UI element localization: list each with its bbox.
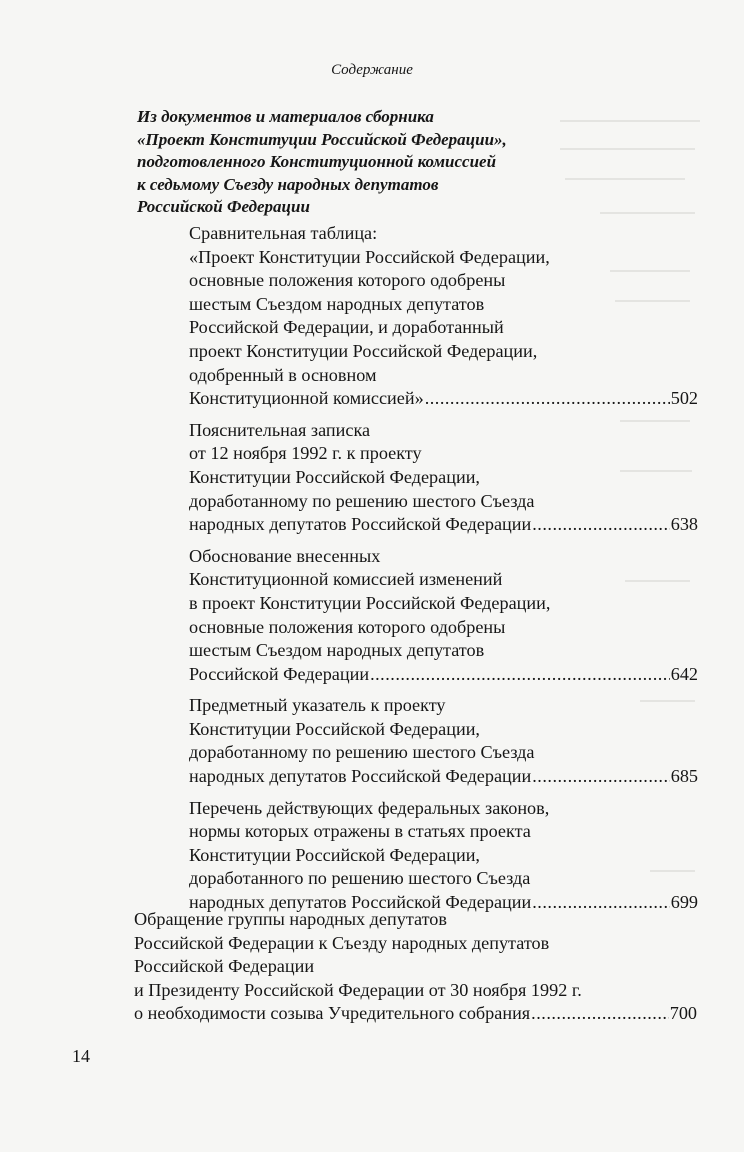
entry-last-line xyxy=(189,387,698,411)
entry-last-line xyxy=(189,513,698,537)
entry-line: народных депутатов Российской Федерации xyxy=(189,766,532,787)
entry-line: народных депутатов Российской Федерации xyxy=(189,514,532,535)
page-ref: 638 xyxy=(670,514,698,535)
dot-leader xyxy=(532,513,669,537)
entry-line: основные положения которого одобрены xyxy=(189,616,506,637)
section-title-line: Из документов и материалов сборника xyxy=(137,107,434,126)
section-title-line: подготовленного Конституционной комиссией xyxy=(137,152,497,171)
entry-line: Конституционной комиссией» xyxy=(189,388,424,409)
entry-line: Конституции Российской Федерации, xyxy=(189,466,480,487)
entry-line: Конституции Российской Федерации, xyxy=(189,718,480,739)
entry-line: основные положения которого одобрены xyxy=(189,270,506,291)
entry-line: народных депутатов Российской Федерации xyxy=(189,892,532,913)
entry-line: Российской Федерации, и доработанный xyxy=(189,317,504,338)
entry-line: «Проект Конституции Российской Федерации, xyxy=(189,246,550,267)
page-ref: 699 xyxy=(670,892,698,913)
entry-line: Конституционной комиссией изменений xyxy=(189,569,503,590)
entry-line: о необходимости созыва Учредительного собрания xyxy=(134,1003,531,1024)
entry-line: в проект Конституции Российской Федерации, xyxy=(189,592,551,613)
entry-line: доработанному по решению шестого Съезда xyxy=(189,490,535,511)
entry-line: проект Конституции Российской Федерации, xyxy=(189,340,538,361)
entry-line: Пояснительная записка xyxy=(189,419,371,440)
dot-leader xyxy=(531,1002,669,1026)
dot-leader xyxy=(425,387,670,411)
entry-line: Российской Федерации к Съезду народных депутатов xyxy=(134,932,550,953)
entry-line: Обоснование внесенных xyxy=(189,545,381,566)
entry-last-line xyxy=(189,765,698,789)
toc-entry-justification[interactable] xyxy=(189,545,698,687)
page-ref: 642 xyxy=(670,663,698,684)
toc-entry-subject-index[interactable] xyxy=(189,694,698,788)
dot-leader xyxy=(370,663,670,687)
section-title-line: «Проект Конституции Российской Федерации», xyxy=(137,129,507,149)
entry-line: доработанному по решению шестого Съезда xyxy=(189,742,535,763)
dot-leader xyxy=(532,765,669,789)
toc-entry-appeal[interactable] xyxy=(134,908,697,1026)
toc-entry-explanatory-note[interactable] xyxy=(189,419,698,537)
page-number: 14 xyxy=(72,1046,90,1066)
page-ref: 685 xyxy=(670,766,698,787)
entry-line: и Президенту Российской Федерации от 30 ноября 1992 г. xyxy=(134,979,582,1000)
entry-line: шестым Съездом народных депутатов xyxy=(189,293,485,314)
entry-line: Перечень действующих федеральных законов, xyxy=(189,797,550,818)
entry-line: Конституции Российской Федерации, xyxy=(189,844,480,865)
running-head: Содержание xyxy=(331,62,413,78)
entry-line: Российской Федерации xyxy=(189,663,370,684)
toc-entry-comparative-table[interactable] xyxy=(189,222,698,411)
entry-line: Российской Федерации xyxy=(134,956,315,977)
page-ref: 502 xyxy=(670,388,698,409)
toc-entries xyxy=(189,222,698,923)
section-title-line: Российской Федерации xyxy=(137,197,310,216)
entry-line: одобренный в основном xyxy=(189,364,377,385)
entry-last-line xyxy=(189,663,698,687)
toc-entry-laws-list[interactable] xyxy=(189,797,698,915)
entry-line: Обращение группы народных депутатов xyxy=(134,909,447,929)
section-title-line: к седьмому Съезду народных депутатов xyxy=(137,174,439,194)
entry-line: Предметный указатель к проекту xyxy=(189,695,446,716)
entry-line: Сравнительная таблица: xyxy=(189,223,378,243)
entry-line: нормы которых отражены в статьях проекта xyxy=(189,821,531,842)
entry-line: доработанного по решению шестого Съезда xyxy=(189,868,531,889)
section-title xyxy=(137,106,697,219)
entry-last-line xyxy=(134,1002,697,1026)
entry-line: шестым Съездом народных депутатов xyxy=(189,640,485,661)
entry-line: от 12 ноября 1992 г. к проекту xyxy=(189,443,422,464)
page-ref: 700 xyxy=(669,1003,697,1024)
